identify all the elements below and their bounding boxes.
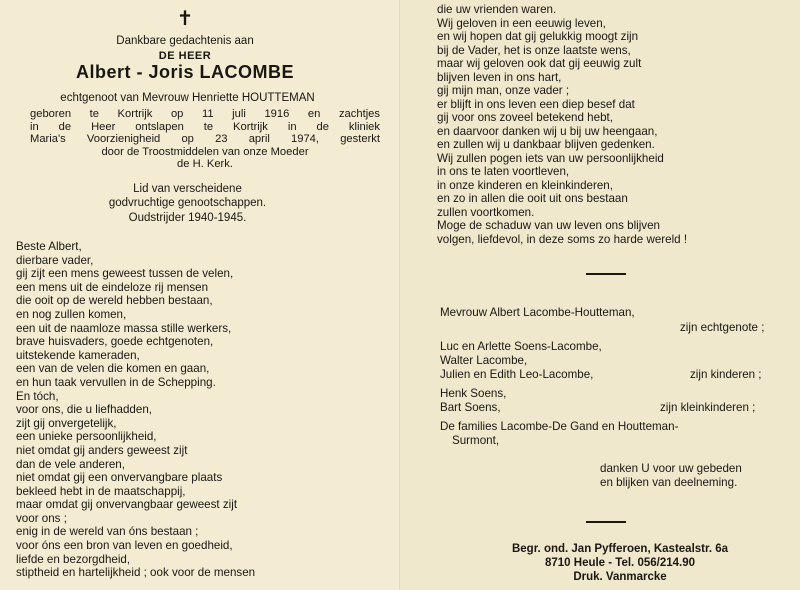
family-role: zijn kinderen ; [690,368,762,381]
poem-line: niet omdat gij een onvervangbare plaats [16,471,223,485]
separator-rule [586,273,626,275]
biography [30,108,380,171]
deceased-name: Albert - Joris LACOMBE [75,62,295,82]
poem-line: en wij hopen dat gij gelukkig moogt zijn [437,30,639,43]
poem-line: die uw vrienden waren. [437,3,557,16]
poem-line: voor ons, die u liefhadden, [16,403,153,417]
poem-line: en hun taak vervullen in de Schepping. [16,375,216,389]
poem-left [16,240,396,580]
poem-line: stiptheid en hartelijkheid ; ook voor de mensen [16,566,256,580]
family-child: Walter Lacombe, [440,354,528,367]
family-grandchild: Henk Soens, [440,387,507,400]
family-grandchild: Bart Soens, [440,401,501,414]
poem-line: bekleed hebt in de maatschappij, [16,484,186,498]
poem-line: zullen voortkomen. [437,205,535,219]
poem-line: enig in de wereld van óns bestaan ; [16,525,199,539]
poem-line: een van de velen die komen en gaan, [16,362,210,376]
membership-line: godvruchtige genootschappen. [108,197,267,209]
poem-line: zijt gij onvergetelijk, [16,416,117,430]
poem-line: brave huisvaders, goede echtgenoten, [16,335,214,349]
membership-line: Lid van verscheidene [133,183,242,195]
poem-line: Wij geloven in een eeuwig leven, [437,16,606,30]
poem-line: voor ons ; [16,511,67,525]
poem-line: in ons te laten voortleven, [437,165,570,178]
thanks-line: en blijken van deelneming. [600,476,738,489]
poem-line: die ooit op de wereld hebben bestaan, [16,294,213,308]
poem-line: een uit de naamloze massa stille werkers, [16,321,232,335]
poem-line: en daarvoor danken wij u bij uw heengaan, [437,124,658,138]
poem-line: niet omdat gij anders geweest zijt [16,443,188,457]
poem-line: gij mijn man, onze vader ; [437,84,570,97]
bio-line: geboren te Kortrijk op 11 juli 1916 en zachtjes [30,108,380,120]
dedication-line: Dankbare gedachtenis aan [116,35,254,47]
poem-line: dan de vele anderen, [16,457,125,471]
poem-line: uitstekende kameraden, [16,348,140,362]
poem-line: Beste Albert, [16,240,82,253]
bio-line: de H. Kerk. [177,158,233,170]
family-extended: Surmont, [452,434,500,447]
poem-line: en nog zullen komen, [16,307,127,321]
spouse-line: echtgenoot van Mevrouw Henriette HOUTTEMAN [60,92,315,104]
family-child: Luc en Arlette Soens-Lacombe, [440,340,602,353]
poem-line: Wij zullen pogen iets van uw persoonlijkheid [437,151,664,165]
poem-line: en zullen wij u dankbaar blijven gedenken. [437,138,655,151]
right-panel [400,0,800,590]
poem-line: gij zijt een mens geweest tussen de velen, [16,267,234,281]
printer-line: Begr. ond. Jan Pyfferoen, Kastealstr. 6a [511,543,729,555]
poem-line: een unieke persoonlijkheid, [16,430,157,444]
poem-line: een mens uit de eindeloze rij mensen [16,280,209,294]
bio-line: Maria's Voorzienigheid op 23 april 1974, gesterkt [30,133,380,145]
poem-line: dierbare vader, [16,253,94,267]
poem-line: En tóch, [16,389,59,403]
family-role: zijn kleinkinderen ; [660,401,756,414]
poem-line: bij de Vader, het is onze laatste wens, [437,43,631,57]
bio-line: door de Troostmiddelen van onze Moeder [101,145,309,158]
printer-line: Druk. Vanmarcke [573,571,667,583]
poem-line: volgen, liefdevol, in deze soms zo harde wereld ! [437,232,688,246]
family-extended: De families Lacombe-De Gand en Houtteman- [440,420,679,433]
poem-right [437,3,797,246]
poem-line: liefde en bezorgdheid, [16,552,131,566]
poem-line: blijven leven in ons hart, [437,70,562,84]
poem-line: er blijft in ons leven een diep besef dat [437,97,635,111]
bio-line: in de Heer ontslapen te Kortrijk in de kliniek [30,120,380,133]
separator-rule [586,521,626,523]
poem-line: maar wij geloven ook dat gij eeuwig zult [437,57,642,70]
family-child: Julien en Edith Leo-Lacombe, [440,368,594,381]
thanks-line: danken U voor uw gebeden [600,462,742,475]
title-de-heer: DE HEER [158,50,212,62]
printer-line: 8710 Heule - Tel. 056/214.90 [544,557,696,569]
family-role: zijn echtgenote ; [680,321,765,334]
poem-line: voor óns een bron van leven en goedheid, [16,539,233,553]
poem-line: Moge de schaduw van uw leven ons blijven [437,219,660,232]
cross-icon: ✝ [176,8,194,30]
poem-line: en zo in allen die ooit uit ons bestaan [437,192,628,205]
poem-line: maar omdat gij onvervangbaar geweest zijt [16,498,238,512]
poem-line: gij voor ons zoveel betekend hebt, [437,111,613,124]
family-widow: Mevrouw Albert Lacombe-Houtteman, [440,306,635,319]
poem-line: in onze kinderen en kleinkinderen, [437,178,613,192]
veteran-line: Oudstrijder 1940-1945. [128,212,247,224]
